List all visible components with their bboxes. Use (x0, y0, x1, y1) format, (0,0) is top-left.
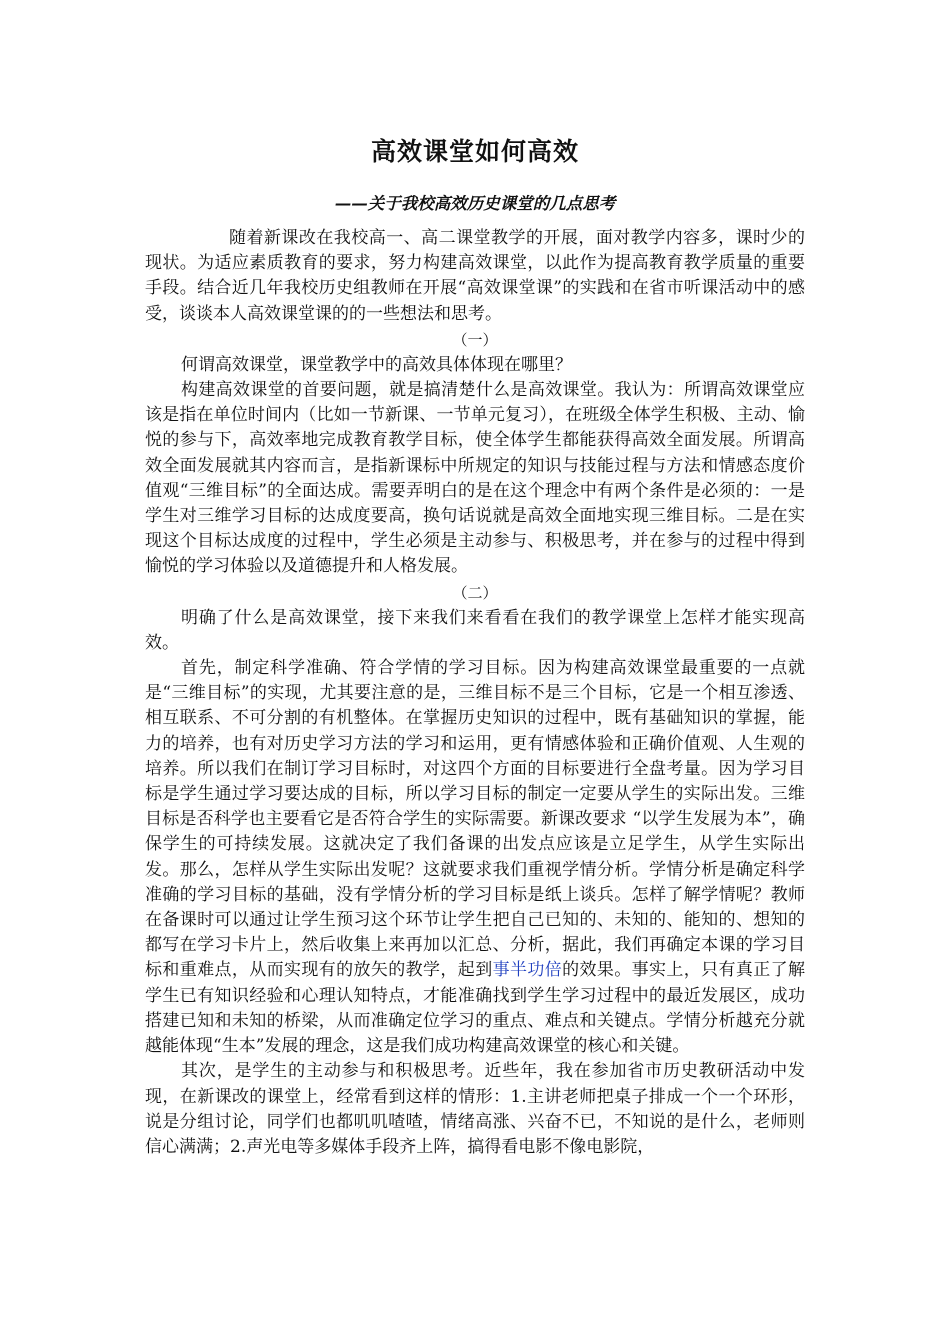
paragraph-definition: 构建高效课堂的首要问题，就是搞清楚什么是高效课堂。我认为：所谓高效课堂应该是指在单位时间内（比如一节新课、一节单元复习），在班级全体学生积极、主动、愉悦的参与下，高效率地完成教育教学目标，使全体学生都能获得高效全面发展。所谓高效全面发展就其内容而言，是指新课标中所规定的知识与技能过程与方法和情感态度价值观“三维目标”的全面达成。需要弄明白的是在这个理念中有两个条件是必须的：一是学生对三维学习目标的达成度要高，换句话说就是高效全面地实现三维目标。二是在实现这个目标达成度的过程中，学生必须是主动参与、积极思考，并在参与的过程中得到愉悦的学习体验以及道德提升和人格发展。 (145, 380, 805, 577)
paragraph-first-point (145, 656, 805, 1059)
section-heading-2: （二） (452, 583, 498, 602)
section-heading-1: （一） (452, 330, 498, 349)
document-subtitle: ——关于我校高效历史课堂的几点思考 (334, 194, 616, 213)
paragraph-transition: 明确了什么是高效课堂，接下来我们来看看在我们的教学课堂上怎样才能实现高效。 (145, 607, 805, 653)
paragraph-first-point-text-a: 首先，制定科学准确、符合学情的学习目标。因为构建高效课堂最重要的一点就是“三维目标”的实现，尤其要注意的是，三维目标不是三个目标，它是一个相互渗透、相互联系、不可分割的有机整体。在掌握历史知识的过程中，既有基础知识的掌握，能力的培养，也有对历史学习方法的学习和运用，更有情感体验和正确价值观、人生观的培养。所以我们在制订学习目标时，对这四个方面的目标要进行全盘考量。因为学习目标是学生通过学习要达成的目标，所以学习目标的制定一定要从学生的实际出发。三维目标是否科学也主要看它是否符合学生的实际需要。新课改要求 “以学生发展为本”，确保学生的可持续发展。这就决定了我们备课的出发点应该是立足学生，从学生实际出发。那么，怎样从学生实际出发呢？这就要求我们重视学情分析。学情分析是确定科学准确的学习目标的基础，没有学情分析的学习目标是纸上谈兵。怎样了解学情呢？教师在备课时可以通过让学生预习这个环节让学生把自己已知的、未知的、能知的、想知的都写在学习卡片上，然后收集上来再加以汇总、分析，据此，我们再确定本课的学习目标和重难点，从而实现有的放矢的教学，起到 (145, 658, 805, 981)
document-body (145, 226, 805, 1160)
paragraph-second-point: 其次，是学生的主动参与和积极思考。近些年，我在参加省市历史教研活动中发现，在新课改的课堂上，经常看到这样的情形：1.主讲老师把桌子排成一个一个环形，说是分组讨论，同学们也都叽叽喳喳，情绪高涨、兴奋不已，不知说的是什么，老师则信心满满；2.声光电等多媒体手段齐上阵，搞得看电影不像电影院， (145, 1061, 805, 1157)
intro-paragraph: 随着新课改在我校高一、高二课堂教学的开展，面对教学内容多，课时少的现状。为适应素质教育的要求，努力构建高效课堂，以此作为提高教育教学质量的重要手段。结合近几年我校历史组教师在开展“高效课堂课”的实践和在省市听课活动中的感受，谈谈本人高效课堂课的的一些想法和思考。 (145, 228, 805, 324)
idiom-link[interactable]: 事半功倍 (492, 960, 563, 981)
paragraph-question: 何谓高效课堂，课堂教学中的高效具体体现在哪里？ (181, 354, 572, 375)
document-title: 高效课堂如何高效 (370, 137, 579, 166)
paragraph-first-point-text-b: 的效果。事实上，只有真正了解学生已有知识经验和心理认知特点，才能准确找到学生学习过程中的最近发展区，成功搭建已知和未知的桥梁，从而准确定位学习的重点、难点和关键点。学情分析越充分就越能体现“生本”发展的理念，这是我们成功构建高效课堂的核心和关键。 (145, 960, 806, 1057)
